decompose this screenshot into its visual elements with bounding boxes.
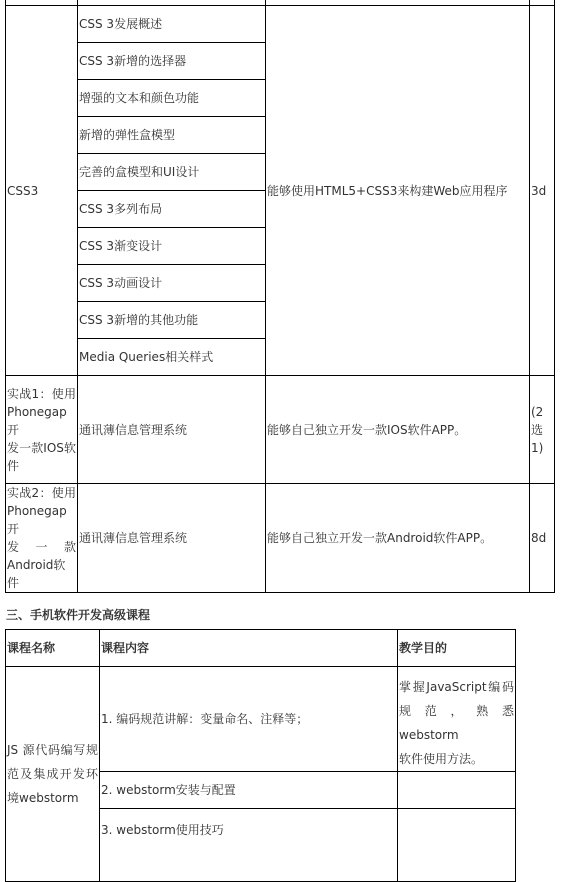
table-row [6, 376, 555, 484]
header-teaching-goal: 教学目的 [398, 630, 516, 667]
course-name [6, 667, 100, 882]
css3-topic-8: CSS 3动画设计 [78, 265, 266, 302]
header-course-name: 课程名称 [6, 630, 100, 667]
header-course-content: 课程内容 [100, 630, 398, 667]
teaching-goal-line: 掌握JavaScript编码 [399, 680, 514, 694]
css3-goal: 能够使用HTML5+CSS3来构建Web应用程序 [266, 6, 530, 376]
css3-topic-2: CSS 3新增的选择器 [78, 43, 266, 80]
section3-heading: 三、手机软件开发高级课程 [6, 608, 151, 622]
course-name-line: 境webstorm [7, 791, 79, 805]
project1-days-line: 1) [531, 440, 544, 455]
table-header-row [6, 630, 516, 667]
project2-title-line: 实战2：使用 [7, 486, 76, 500]
css3-topic-4: 新增的弹性盒模型 [78, 117, 266, 154]
project1-title-line: 件 [7, 458, 20, 473]
table-row [6, 6, 555, 43]
project1-days-line: 选 [531, 422, 544, 437]
course-name-line: JS 源代码编写规 [7, 743, 98, 757]
course-item-3: 3. webstorm使用技巧 [100, 809, 398, 882]
project2-title-line: 发 一 款 [7, 540, 76, 554]
css3-topic-6: CSS 3多列布局 [78, 191, 266, 228]
css3-module-name: CSS3 [6, 6, 78, 376]
project1-title-line: Phonegap 开 [7, 404, 67, 437]
project2-title-line: Phonegap 开 [7, 504, 67, 536]
advanced-course-table [5, 629, 516, 882]
project2-days: 8d [530, 484, 555, 593]
course-name-line: 范及集成开发环 [7, 767, 98, 781]
teaching-goal-line: 软件使用方法。 [399, 752, 484, 766]
project1-title-line: 实战1：使用 [7, 386, 76, 401]
project2-title-line: Android软件 [7, 558, 66, 590]
project1-goal: 能够自己独立开发一款IOS软件APP。 [266, 376, 530, 484]
css3-topic-10: Media Queries相关样式 [78, 339, 266, 376]
project2-title [6, 484, 78, 593]
css3-topic-5: 完善的盒模型和UI设计 [78, 154, 266, 191]
css3-days: 3d [530, 6, 555, 376]
project1-days [530, 376, 555, 484]
css3-course-table [5, 0, 555, 593]
project1-title-line: 发一款IOS软 [7, 440, 76, 455]
project2-content: 通讯薄信息管理系统 [78, 484, 266, 593]
project1-days-line: (2 [531, 404, 544, 419]
css3-topic-9: CSS 3新增的其他功能 [78, 302, 266, 339]
course-item-1: 1. 编码规范讲解：变量命名、注释等； [100, 667, 398, 772]
table-row [6, 484, 555, 593]
project1-title [6, 376, 78, 484]
table-cell [398, 772, 516, 809]
project2-goal: 能够自己独立开发一款Android软件APP。 [266, 484, 530, 593]
table-cell [398, 809, 516, 882]
teaching-goal-line: 规范，熟悉webstorm [399, 704, 514, 742]
course-item-2: 2. webstorm安装与配置 [100, 772, 398, 809]
css3-topic-3: 增强的文本和颜色功能 [78, 80, 266, 117]
css3-topic-1: CSS 3发展概述 [78, 6, 266, 43]
project1-content: 通讯薄信息管理系统 [78, 376, 266, 484]
table-row [6, 667, 516, 772]
css3-topic-7: CSS 3渐变设计 [78, 228, 266, 265]
teaching-goal [398, 667, 516, 772]
